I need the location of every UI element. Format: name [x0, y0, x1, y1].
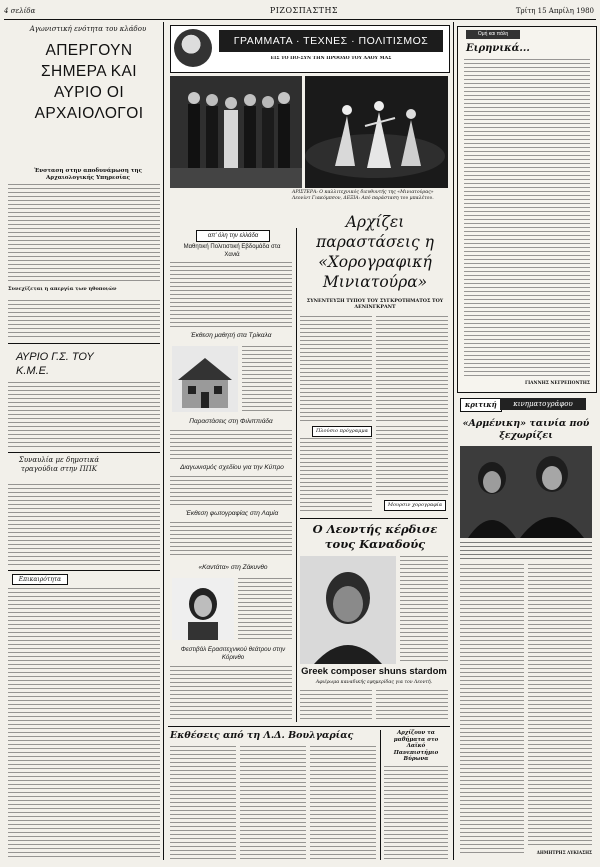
greece-item-4-body: [170, 476, 292, 506]
dancers: [305, 76, 448, 188]
column-label: Ομή και πάλη: [477, 31, 509, 37]
film-body-b: [528, 564, 592, 846]
burma-body: [384, 766, 448, 860]
bulgaria-headline: Εκθέσεις από τη Λ.Δ. Βουλγαρίας: [170, 730, 354, 741]
house-drawing: [172, 346, 238, 412]
leontis-body-a: [300, 690, 372, 722]
film-label2: κινηματογράφου: [500, 398, 586, 410]
group-figures: [170, 76, 302, 188]
greece-item-2-headline: Έκθεση μαθητή στα Τρίκαλα: [190, 332, 272, 339]
dance-caption: ΑΡΙΣΤΕΡΑ: Ο καλλιτεχνικός διευθυντής της «Μινιατούρας» Λεονίντ Γιακόμπσον, ΔΕΞΙΑ: Από παράσταση του μπαλέτου.: [292, 190, 434, 201]
strike-body-2: [8, 300, 160, 340]
film-label: κριτική: [460, 398, 502, 412]
strike-kicker: Αγωνιστική ενότητα του κλάδου: [29, 25, 147, 33]
burma-headline: Αρχίζουν τα μαθήματα στο Λαϊκό Πανεπιστήμιο Βύρωνα: [393, 730, 439, 763]
column-label-box: [466, 30, 520, 39]
leontis-headline: Ο Λεοντής κέρδισε τους Καναδούς: [312, 522, 438, 551]
banner-tagline: ΕΙΣ ΤΟ ΠΟ-ΣΥΝ ΤΗΝ ΠΡΟΟΔΟ ΤΟΥ ΛΑΟΥ ΜΑΣ: [270, 56, 392, 61]
dance-headline: Αρχίζει παραστάσεις η «Χορογραφική Μινιατούρα»: [316, 213, 434, 291]
column-sign: ΓΙΑΝΝΗΣ ΝΕΓΡΕΠΟΝΤΗΣ: [524, 381, 590, 386]
greece-item-7-body: [170, 666, 292, 720]
strike-headline: ΑΠΕΡΓΟΥΝ ΣΗΜΕΡΑ ΚΑΙ ΑΥΡΙΟ ΟΙ ΑΡΧΑΙΟΛΟΓΟΙ: [34, 42, 144, 122]
kme-headline: ΑΥΡΙΟ Γ.Σ. ΤΟΥ Κ.Μ.Ε.: [16, 351, 94, 377]
film-sign: ΔΗΜΗΤΡΗΣ ΛΥΚΙΑΣΗΣ: [536, 850, 592, 855]
page-label: 4 σελίδα: [4, 7, 36, 15]
dance-body-c: [300, 438, 372, 514]
column-body: [464, 59, 590, 377]
film-still: [460, 446, 592, 538]
banner-title: ΓΡΑΜΜΑΤΑ · ΤΕΧΝΕΣ · ΠΟΛΙΤΙΣΜΟΣ: [233, 35, 429, 47]
col1-rule-b: [8, 452, 160, 453]
leontis-portrait: [300, 556, 396, 664]
greece-item-5-body: [170, 522, 292, 558]
ballet-performance-photo: [305, 76, 448, 188]
col1-rule-a: [8, 343, 160, 344]
col1-vrule: [163, 22, 164, 860]
greece-item-2-body: [242, 346, 292, 412]
film-caption-lines: [460, 542, 592, 560]
col2-vrule: [296, 228, 297, 722]
masthead: [4, 6, 596, 18]
leontis-body-b: [376, 690, 448, 722]
col4-vrule: [453, 22, 454, 860]
ppk-headline: Συναυλία με δημοτικά τραγούδια στην ΠΠΚ: [18, 456, 100, 473]
greece-item-1-headline: Μαθητική Πολιτιστική Εβδομάδα στα Χανιά: [183, 244, 281, 258]
ppk-body: [8, 484, 160, 566]
portrait-drawing: [172, 578, 234, 640]
bulgaria-body-c: [310, 746, 376, 860]
masthead-rule: [4, 19, 596, 20]
film-caption-texture: [460, 542, 592, 560]
greece-item-4-headline: Διαγωνισμός σχεδίου για την Κύπρο: [180, 464, 284, 471]
banner-title-box: [219, 30, 443, 52]
leontis-top-rule: [300, 518, 448, 519]
paper-name: ΡΙΖΟΣΠΑΣΤΗΣ: [269, 6, 339, 15]
epikairotita-body: [8, 588, 160, 860]
dance-body-d: [376, 426, 448, 498]
kme-body: [8, 382, 160, 448]
dance-box2: Μουρσιν χορογραφία: [384, 500, 446, 511]
film-body-a: [460, 564, 524, 854]
banner-logo-icon: [174, 29, 212, 67]
leontis-side-body: [400, 556, 448, 664]
strike-subhead: Ένσταση στην αποδυνάμωση της Αρχαιολογικής Υπηρεσίας: [33, 168, 143, 181]
dance-body-b: [376, 316, 448, 424]
dance-body-a: [300, 316, 372, 424]
bulgaria-body-b: [240, 746, 306, 860]
bottom-rule: [168, 726, 450, 727]
col1-rule-c: [8, 570, 160, 571]
dance-subhead: ΣΥΝΕΝΤΕΥΞΗ ΤΥΠΟΥ ΤΟΥ ΣΥΓΚΡΟΤΗΜΑΤΟΣ ΤΟΥ ΛΕΝΙΝΓΚΡΑΝΤ: [306, 298, 444, 310]
bulgaria-body-a: [170, 746, 236, 860]
issue-date: Τρίτη 15 Απρίλη 1980: [515, 7, 594, 15]
culture-banner: [170, 25, 450, 73]
column-title: Ειρηνικά...: [466, 43, 530, 54]
film-label-box: [460, 398, 592, 410]
greece-section-label: απ' όλη την ελλάδα: [196, 230, 270, 242]
greece-item-6-headline: «Καντάτα» στη Ζάκυνθο: [198, 564, 268, 571]
ballet-director-photo: [170, 76, 302, 188]
film-headline: «Αρμένικη» ταινία πού ξεχωρίζει: [462, 418, 590, 441]
greece-item-5-headline: Έκθεση φωτογραφίας στη Λαμία: [185, 510, 279, 517]
greece-item-3-body: [170, 430, 292, 460]
greece-item-6-body: [238, 578, 292, 640]
bottom-vrule: [380, 730, 381, 860]
greece-item-3-headline: Παραστάσεις στη Φιλιππιάδα: [189, 418, 273, 425]
dance-box1: Πλούσιο πρόγραμμα: [312, 426, 372, 437]
greece-item-1-body: [170, 262, 292, 328]
leontis-caption: Αφιέρωμα καναδικής εφημερίδας για τον Λεοντή.: [315, 680, 433, 685]
column-box: [457, 26, 597, 393]
film-still-photo: [460, 446, 592, 538]
epikairotita-label: Επικαιρότητα: [12, 574, 68, 585]
leontis-photo: [300, 556, 396, 664]
strike-body: [8, 184, 160, 284]
greece-item-7-headline: Φεστιβάλ Ερασιτεχνικού θεάτρου στην Κόρινθο: [180, 646, 286, 661]
zakynthos-photo: [172, 578, 234, 640]
trikala-house-photo: [172, 346, 238, 412]
leontis-photo-headline: Greek composer shuns stardom: [301, 666, 447, 677]
strike-tail: Συνεχίζεται η απεργία των ηθοποιών: [8, 286, 117, 292]
